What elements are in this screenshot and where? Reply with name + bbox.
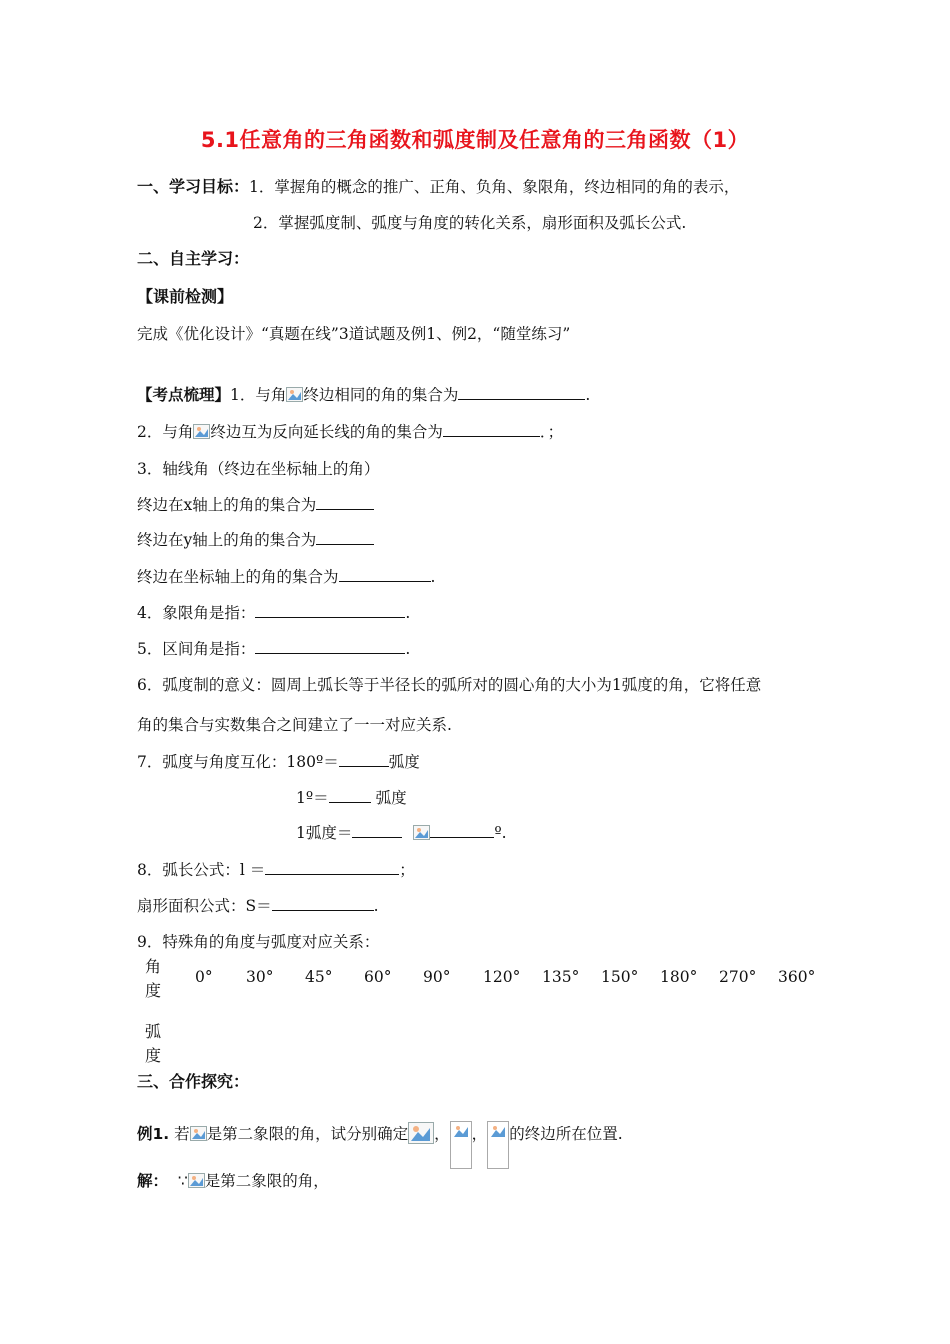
kaodian-item-2 (137, 421, 563, 443)
section-heading-cooperation: 三、合作探究： (137, 1072, 250, 1091)
item-2-text: 终边互为反向延长线的角的集合为 (210, 423, 443, 441)
table-row-label-degree (143, 955, 163, 1003)
item-8-end: ； (399, 861, 415, 879)
kaodian-item-7b (296, 787, 407, 809)
item-5-text: 5．区间角是指： (137, 640, 256, 658)
item-8b-text: 扇形面积公式：S＝ (137, 897, 272, 915)
example-text: 若 (174, 1125, 190, 1143)
label-char: 弧 (144, 1022, 161, 1041)
item-8-text: 8．弧长公式：l ＝ (137, 861, 266, 879)
kaodian-item-5 (137, 638, 410, 660)
kaodian-item-3a (137, 494, 374, 516)
item-4-text: 4．象限角是指： (137, 604, 256, 622)
table-cell-angle: 180° (660, 968, 698, 986)
label-char: 度 (144, 981, 161, 1000)
kaodian-item-8b (137, 895, 379, 917)
kaodian-item-3c (137, 566, 435, 588)
table-cell-angle: 135° (542, 968, 580, 986)
answer-blank[interactable] (316, 495, 374, 510)
solution-text: 是第二象限的角， (204, 1172, 329, 1190)
kaodian-item-6a: 6．弧度制的意义：圆周上弧长等于半径长的弧所对的圆心角的大小为1弧度的角，它将任意 (137, 676, 762, 694)
item-7c-end: º. (494, 824, 507, 842)
table-row-label-radian (143, 1020, 163, 1068)
table-cell-angle: 360° (778, 968, 816, 986)
example-1 (137, 1121, 623, 1169)
kaodian-item-9: 9．特殊角的角度与弧度对应关系： (137, 933, 380, 951)
item-7b-text: 1º＝ (296, 789, 329, 807)
answer-blank[interactable] (265, 860, 399, 875)
item-1-text: 终边相同的角的集合为 (303, 386, 459, 404)
alpha-third-image-icon (487, 1121, 509, 1169)
kaodian-item-7 (137, 751, 420, 773)
item-5-end: . (405, 640, 411, 658)
item-3a-text: 终边在x轴上的角的集合为 (137, 496, 317, 514)
alpha-image-icon (193, 424, 210, 439)
section-heading-goals: 一、学习目标： (137, 177, 250, 196)
alpha-image-icon (188, 1173, 205, 1188)
kaodian-item-8 (137, 859, 415, 881)
table-cell-angle: 270° (719, 968, 757, 986)
kaodian-item-1 (137, 384, 590, 406)
solution-label: 解： (137, 1172, 169, 1190)
answer-blank[interactable] (272, 896, 374, 911)
kaodian-item-4 (137, 602, 410, 624)
table-cell-angle: 45° (305, 968, 333, 986)
item-3c-end: . (430, 568, 436, 586)
item-8b-end: . (373, 897, 379, 915)
answer-blank[interactable] (255, 603, 405, 618)
example-text: 是第二象限的角，试分别确定 (206, 1125, 409, 1143)
pre-test-heading: 【课前检测】 (137, 287, 234, 306)
answer-blank[interactable] (255, 639, 405, 654)
alpha-image-icon (286, 387, 303, 402)
pre-test-text: 完成《优化设计》“真题在线”3道试题及例1、例2，“随堂练习” (137, 325, 571, 343)
item-7c-text: 1弧度＝ (296, 824, 353, 842)
two-alpha-image-icon (408, 1122, 434, 1144)
kaodian-heading: 【考点梳理】 (137, 386, 231, 404)
example-text: 的终边所在位置. (509, 1125, 623, 1143)
answer-blank[interactable] (458, 385, 585, 400)
item-2-prefix: 2．与角 (137, 423, 194, 441)
kaodian-item-6b: 角的集合与实数集合之间建立了一一对应关系. (137, 716, 452, 734)
page-title: 5.1任意角的三角函数和弧度制及任意角的三角函数（1） (200, 128, 750, 152)
alpha-half-image-icon (450, 1121, 472, 1169)
answer-blank[interactable] (339, 567, 431, 582)
answer-blank[interactable] (443, 422, 540, 437)
formula-image-icon (413, 825, 430, 840)
table-cell-angle: 0° (195, 968, 213, 986)
section-heading-self-study: 二、自主学习： (137, 249, 250, 268)
table-cell-angle: 120° (483, 968, 521, 986)
answer-blank[interactable] (329, 788, 371, 803)
table-cell-angle: 30° (246, 968, 274, 986)
item-3c-text: 终边在坐标轴上的角的集合为 (137, 568, 339, 586)
answer-blank[interactable] (316, 530, 374, 545)
item-7b-unit: 弧度 (370, 789, 407, 807)
item-7-text: 7．弧度与角度互化：180º＝ (137, 753, 339, 771)
table-cell-angle: 90° (423, 968, 451, 986)
alpha-image-icon (190, 1126, 207, 1141)
item-2-end: ．； (539, 423, 564, 441)
answer-blank[interactable] (430, 823, 494, 838)
item-4-end: . (405, 604, 411, 622)
goal-1-text: 1．掌握角的概念的推广、正角、负角、象限角，终边相同的角的表示， (249, 178, 740, 196)
goal-line-1 (137, 176, 739, 198)
example-sep: ， (471, 1125, 488, 1143)
solution-text: ∵ (177, 1172, 188, 1190)
label-char: 度 (144, 1046, 161, 1065)
kaodian-item-3: 3．轴线角（终边在坐标轴上的角） (137, 460, 380, 478)
item-1-prefix: 1．与角 (230, 386, 287, 404)
kaodian-item-3b (137, 529, 374, 551)
item-7-unit: 弧度 (388, 753, 420, 771)
answer-blank[interactable] (339, 752, 389, 767)
item-1-end: . (585, 386, 591, 404)
table-cell-angle: 150° (601, 968, 639, 986)
table-cell-angle: 60° (364, 968, 392, 986)
label-char: 角 (144, 957, 161, 976)
kaodian-item-7c (296, 822, 507, 844)
example-label: 例1. (137, 1125, 170, 1143)
example-sep: ， (434, 1125, 450, 1143)
item-3b-text: 终边在y轴上的角的集合为 (137, 531, 317, 549)
answer-blank[interactable] (352, 823, 402, 838)
solution-line (137, 1170, 329, 1192)
goal-line-2: 2．掌握弧度制、弧度与角度的转化关系，扇形面积及弧长公式. (253, 214, 687, 232)
